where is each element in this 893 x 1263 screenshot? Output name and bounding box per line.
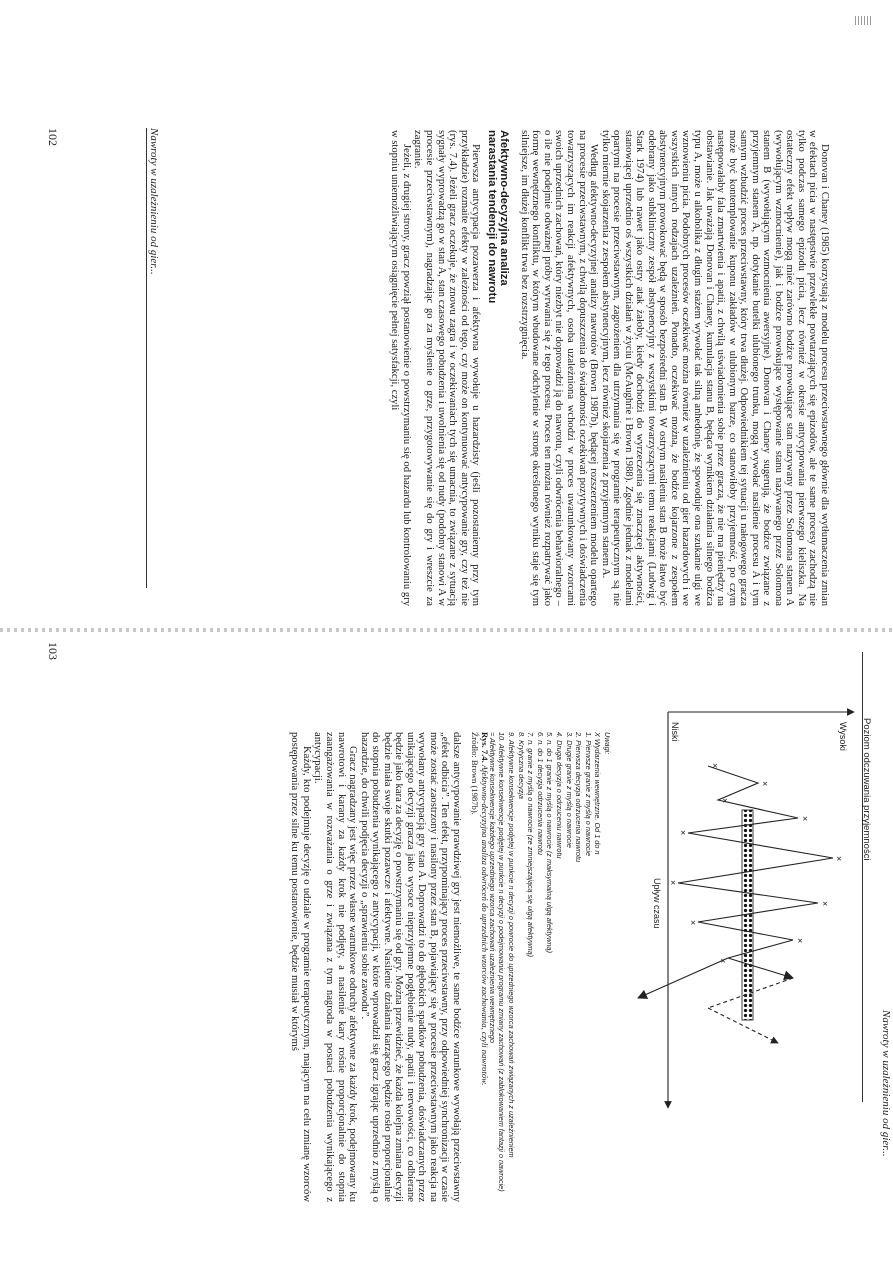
legend-item: 4. Druga decyzja o odrzuceniu nawrotu [555,732,565,859]
marker-x: × [795,938,805,944]
caption-text: Afektywno-decyzyjna analiza odwróceń do uprzednich wzorców zachowania, czyli nawrotów. [480,764,490,1086]
paragraph: Jeżeli, z drugiej strony, gracz powziął postanowienie o powstrzymaniu się od hazardu lub kontrolowaniu gry w stopniu uniemożliwiającym osiągnięcie pełnej satysfakcji, czyli [389,130,412,606]
marker-x: × [688,920,698,926]
axis-label-high: Wysoki [838,722,848,751]
figure-caption [470,732,490,1192]
marker-x: × [760,781,770,787]
left-body-text [389,130,830,606]
legend-item: 2. Pierwsza decyzja odrzucenia nawrotu [574,732,584,863]
page-number-left: 102 [46,128,60,146]
marker-x: × [678,830,688,836]
left-page [0,0,893,630]
marker-x: × [718,958,728,964]
paragraph: dalsze antycypowanie prawdziwej gry jest niemożliwe, te same bodźce warunkowe wywołają przeciwstawny „efekt odbicia”. Ten efekt, przypominający proces przeciwstawny, przy odpowiedniej synchronizacji w czasie może zostać zaostrzony i nasilony przez stan B, pojawiający się w procesie przeciwstawnym jako reakcja na wywołany antycypacją gry stan A. Doprowadzi to do głębokich spadków pobudzenia, doświadczanych przez unikającego decyzji gracza jako wysoce nieprzyjemne pogłębienie nudy, apatii i nerwowości, co odbierane będzie jako kara za decyzję o powstrzymaniu się od gry. Można przewidzieć, że każda kolejna zmiana decyzji będzie miała swoje skutki pozawcze i afektywne. Nasilenie działania karzącego będzie rosło proporcjonalnie do stopnia pobudzenia wynikającego z antycypacji, w które wprowadził się gracz igrając uprzednio z myślą o hazardzie, do chwili podjęcia decyzji o „sprawieniu sobie zawodu”. [358,732,462,1202]
axis-label-time: Upływ czasu [652,878,662,929]
right-body-text [289,732,462,1202]
marker-x: × [720,798,730,804]
section-heading-line: Afektywno-decyzyjna analiza [498,130,511,286]
running-header-right: Nawroty w uzależnieniu od gier... [880,1010,892,1157]
legend-item: 8. Krytyczna decyzja [516,732,526,799]
legend-item: 6. n. do 1 decyzja odrzucenia nawrotu [535,732,545,855]
paragraph: Pierwsza antycypacja pozawerza i afektywna wywołuje u hazardzisty (jeśli pozostaniemy przy tym przykładzie) rozmaite efekty w zależności od tego, czy może on kontynuować antycypowanie gry, czy też nie (rys. 7.4). Jeżeli gracz oczekuje, że znowu zagra i w oczekiwaniach tych się umacnia, to związane z sytuacją sygnały wyprowadzą go w stan A, stan czasowego pobudzenia i uwolnienia się od nudy (podobny stanowi A w procesie przeciwstawnym), nagradzając go za myślenie o grze, przygotowywanie się do gry i wreszcie za zagranie. [412,130,482,606]
figure-diagram [600,708,858,1128]
pleasure-curve [678,766,833,958]
caption-source: Źródło: Brown (1987b). [469,732,480,815]
paragraph: Według afektywno-decyzyjnej analizy nawrotów (Brown 1987b), będącej rozszerzeniem modelu opartego na procesie przeciwstawnym, z chwilą dopuszczenia do świadomości oczekiwań pozytywnych i doświadczenia towarzyszących im reakcji afektywnych, osoba uzależniona wchodzi w proces uwarunkowany wzorcami swoich uprzednich zachowań, który niezbyt nie doprowadzi ją do nawrotu, czyli odwrócenia behawioralnego – o ile nie podejmie odważnej próby wyrwania się z tego procesu. Proces ten można również rozpatrywać jako formę wewnętrznego konfliktu, w którym wbudowane odchylenie w stronę określonego wyniku staje się tym silniejsze, im dłużej konflikt trwa bez rozstrzygnięcia. [518,130,600,606]
legend-item: 10. Afektywne konsekwencje podjętej w punkcie n decyzji o podejmowaniu programu zmiany zachowań (z zablokowaniem fantazji o nawrocie) [497,732,507,1192]
marker-x: × [710,763,720,769]
section-heading [485,130,510,606]
figure-title: Poziom odczuwania przyjemności [861,718,872,861]
legend-item: 9. Afektywne konsekwencje podjętej w punkcie n decyzji o powrocie do uprzedniego wzorca zachowań związanych z uzależnieniem [507,732,517,1158]
marker-x: × [668,880,678,886]
running-header-left: Nawroty w uzależnieniu od gier... [148,128,160,275]
marker-x: × [800,816,810,822]
axis-label-low: Niski [670,722,680,742]
curve-branch-up [728,958,793,978]
paragraph: Gracz nagradzany jest więc przez własne warunkowe odruchy afektywne za każdy krok, podejmowany ku nawrotowi i karany za każdy krok nie podjęty, a nasilenie kary rośnie proporcjonalnie do stopnia zaangażowania w rozważania o grze i związana z tym nagroda w postaci pobudzenia wynikającego z antycypacji. [312,732,359,1202]
paragraph: Donovan i Chaney (1985) korzystają z modelu procesu przeciwstawnego głównie dla wytłumaczenia zmian w efektach picia w następstwie przewlekłe powtarzających się epizodów, ale te same procesy zachodzą nie tylko podczas samego epizodu picia, lecz również w okresie antycypowania pierwszego kieliszka. Na ostateczny efekt wpływ mogą mieć zarówno bodźce prowokujące stan nazywany przez Solomona stanem A (wywołującym wzmocnienie), jak i bodźce prowokujące występowanie stanu nazywanego przez Solomona stanem B (wywołującym wzmocnienia awersyjne). Donovan i Chaney sugerują, że bodźce związane z przyjemnym stanem A, np. dotykanie butelki ulubionego trunku, mogą wywołać nasilenie procesu A i tym samym wzbudzić proces przeciwstawny, który trwa dłużej. Odpowiednikiem tej sytuacji u nałogowego gracza może być kontemplowanie kuponu zakładów w ulubionym barze, co stanowiłoby przyjemność, po czym następowałaby fala zmartwienia i apatii, z chwilą uświadomienia sobie przez gracza, że nie ma pieniędzy na obstawianie. Jak uważają Donovan i Chaney, kumulacja stanu B, będąca wynikiem działania silnego bodźca typu A, może u alkoholika z długim stażem wywołać tak silną anhedonię, że spowoduje ona szukanie ulgi we wznowieniu picia. Podobnych procesów oczekiwać można również w uzależnieniu od gier hazardowych i we wszystkich innych rodzajach uzależnień. Ponadto, oczekiwać można, że bodźce kojarzone z zespołem abstynencyjnym prowokować będą w sposób bezpośredni stan B. W ostrym nasileniu stan B może łatwo być odebrany jako subkliniczny zespół abstynencyjny z wszystkimi towarzyszącymi temu reakcjami (Ludwig i Stark 1974) lub nawet jako ostry atak żałoby, kiedy dochodzi do wyrzeczenia się znaczącej aktywności, stanowiącej uprzednio oś wszystkich działań w życiu (McAughrie i Brown 1988). Zgodnie jednak z modelami opartymi na procesie przeciwstawnym, zagrożeniem dla utrzymania się w programie terapeutycznym są nie tylko miernie skojarzenia z zespołem abstynencyjnym, lecz również skojarzenia z przyjemnym stanem A. [599,130,830,606]
figure-legend [487,732,612,1192]
legend-item: 3. Drugie granie z myślą o nawrocie [564,732,574,848]
section-heading-line: narastania tendencji do nawrotu [485,130,498,304]
marker-x: × [820,901,830,907]
legend-heading: Uwagi: [603,732,612,755]
legend-item: = Afektywne konsekwencje każdego uprzedniego wzorca zachowań uzależnienia wewnętrznego [487,732,497,1044]
page-number-right: 103 [46,642,60,660]
header-rule-left [146,128,147,588]
legend-item: 7. n. granie z myślą o nawrocie (ze zmniejszającą się ulgą afektywną) [526,732,536,958]
legend-item: 5. n. do 1 granie z myślą o nawrocie (z maksymalną ulgą afektywną) [545,732,555,954]
legend-item: 1. Pierwsze granie z myślą o nawrocie [583,732,593,857]
curve-branch-down [638,958,728,998]
figure-7-4 [600,708,872,1128]
caption-number: Rys. 7.4. [480,732,490,763]
right-page [0,632,893,1263]
legend-item: X Wydarzenia wewnętrzne. Od 1 do n [593,732,603,855]
marker-x: × [834,856,844,862]
paragraph: Każdy, kto podejmuje decyzję o udziale w programie terapeutycznym, mającym na celu zmianę wzorców postępowania przez silne ku temu postanowienie, będzie musiał w którymś [289,732,312,1202]
